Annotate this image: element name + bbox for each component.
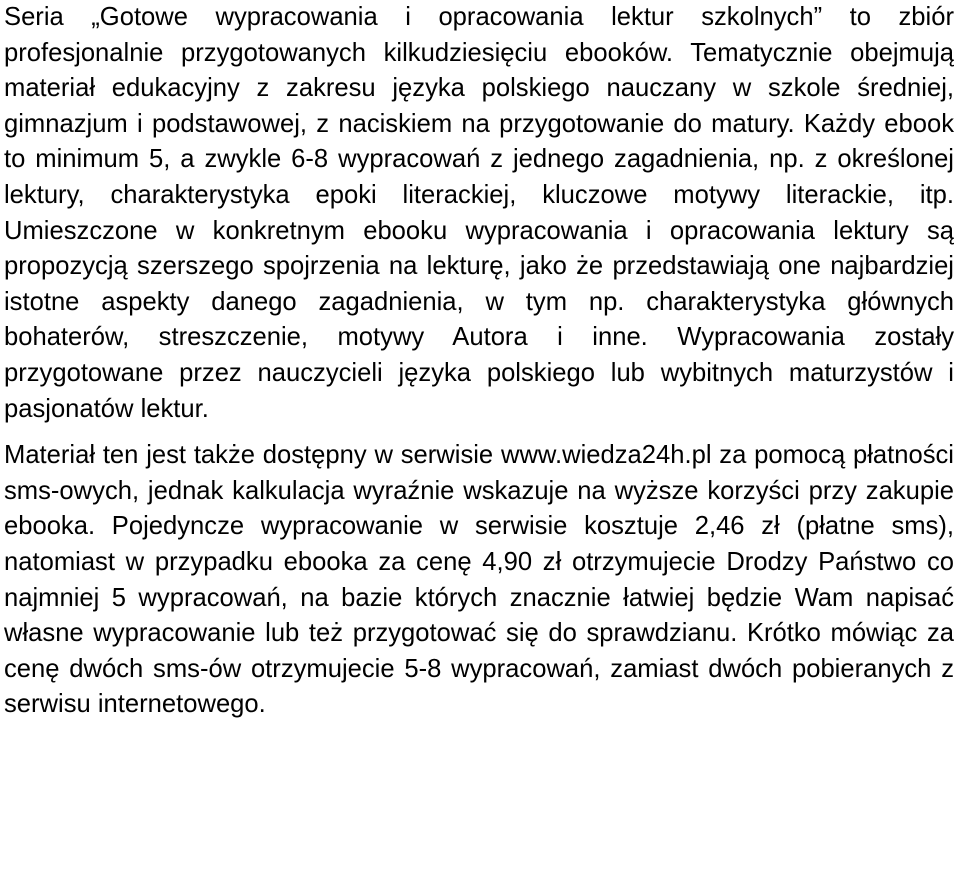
document-body <box>4 0 954 723</box>
paragraph-series-description: Seria „Gotowe wypracowania i opracowania lektur szkolnych” to zbiór profesjonalnie przygotowanych kilkudziesięciu ebooków. Tematycznie obejmują materiał edukacyjny z zakresu języka polskiego nauczany w szkole średniej, gimnazjum i podstawowej, z naciskiem na przygotowanie do matury. Każdy ebook to minimum 5, a zwykle 6-8 wypracowań z jednego zagadnienia, np. z określonej lektury, charakterystyka epoki literackiej, kluczowe motywy literackie, itp. Umieszczone w konkretnym ebooku wypracowania i opracowania lektury są propozycją szerszego spojrzenia na lekturę, jako że przedstawiają one najbardziej istotne aspekty danego zagadnienia, w tym np. charakterystyka głównych bohaterów, streszczenie, motywy Autora i inne. Wypracowania zostały przygotowane przez nauczycieli języka polskiego lub wybitnych maturzystów i pasjonatów lektur. <box>4 3 954 423</box>
paragraph-pricing-info: Materiał ten jest także dostępny w serwisie www.wiedza24h.pl za pomocą płatności sms-owych, jednak kalkulacja wyraźnie wskazuje na wyższe korzyści przy zakupie ebooka. Pojedyncze wypracowanie w serwisie kosztuje 2,46 zł (płatne sms), natomiast w przypadku ebooka za cenę 4,90 zł otrzymujecie Drodzy Państwo co najmniej 5 wypracowań, na bazie których znacznie łatwiej będzie Wam napisać własne wypracowanie lub też przygotować się do sprawdzianu. Krótko mówiąc za cenę dwóch sms-ów otrzymujecie 5-8 wypracowań, zamiast dwóch pobieranych z serwisu internetowego. <box>4 441 954 719</box>
